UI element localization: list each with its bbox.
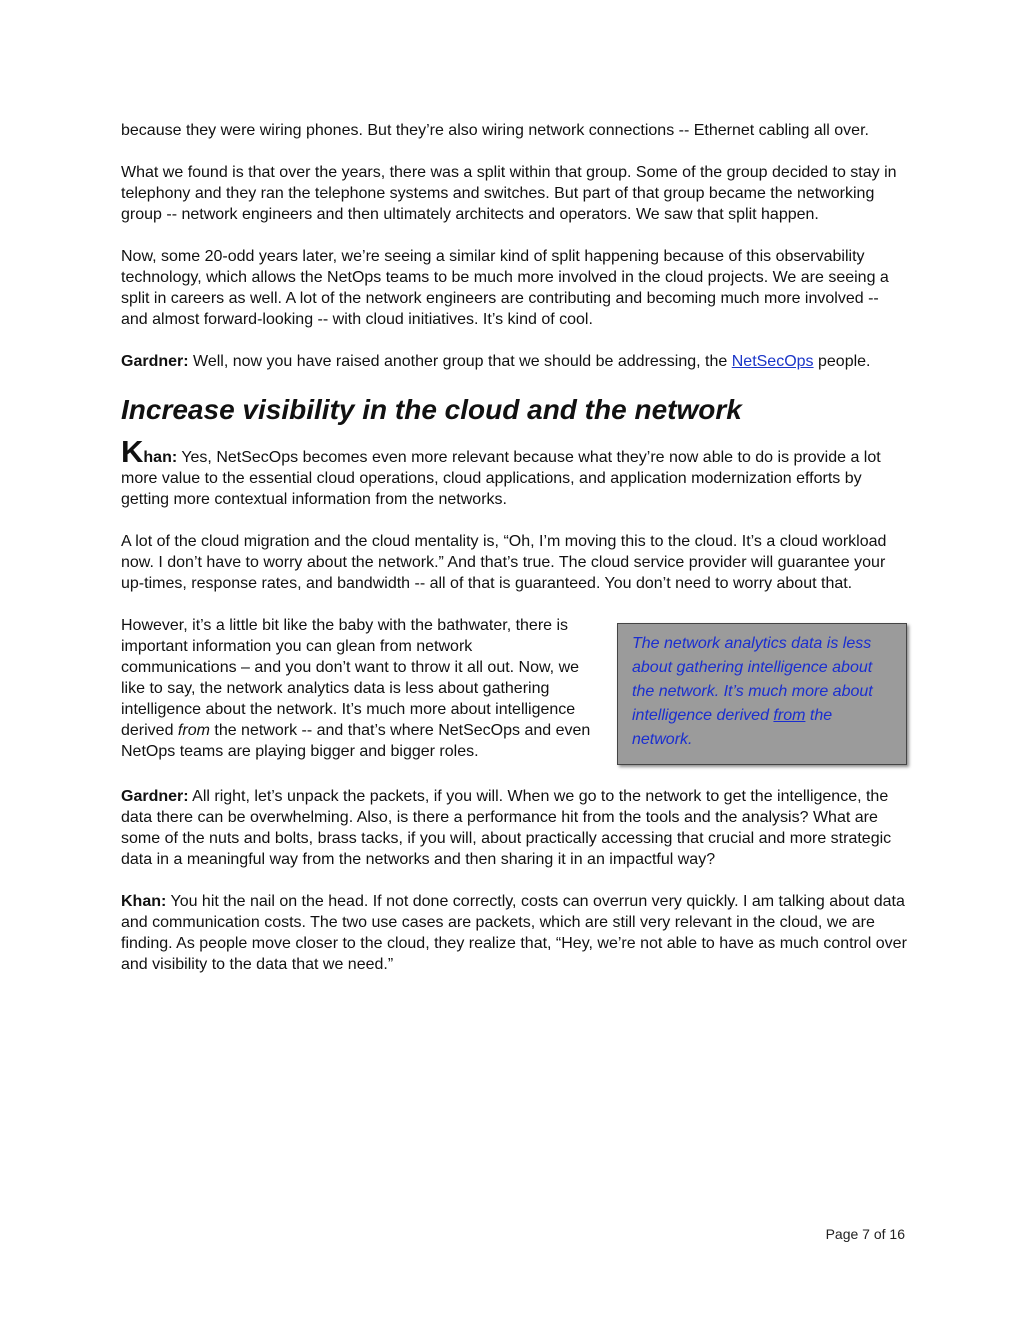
pullquote-text: The network analytics data is less about gathering intelligence about the network. It’s much more about intelligence derived [632,635,873,724]
speaker-label: han: [143,449,178,466]
netsecops-link[interactable]: NetSecOps [731,353,814,370]
drop-cap: K [121,434,144,469]
paragraph-4 [121,351,907,372]
document-page [121,120,907,996]
paragraph-5 [121,434,907,510]
paragraph-text: Well, now you have raised another group that we should be addressing, the [188,353,732,370]
paragraph-text: Yes, NetSecOps becomes even more relevant because what they’re now able to do is provide a lot more value to the essential cloud operations, cloud applications, and application modernization efforts by getting more contextual information from the networks. [121,449,881,508]
paragraph-text: people. [813,353,871,370]
pullquote-box [617,623,907,765]
speaker-label: Gardner: [121,353,189,370]
paragraph-9 [121,891,907,975]
paragraph-6: A lot of the cloud migration and the cloud mentality is, “Oh, I’m moving this to the cloud. It’s a cloud workload now. I don’t have to worry about the network.” And that’s true. The cloud service provider will guarantee your up-times, response rates, and bandwidth -- all of that is guaranteed. You don’t need to worry about that. [121,533,887,592]
page-number: Page 7 of 16 [825,1226,905,1242]
paragraph-1: because they were wiring phones. But they’re also wiring network connections -- Ethernet cabling all over. [121,122,869,139]
emphasis-text: from [177,722,210,739]
paragraph-with-pullquote [121,615,907,765]
paragraph-text: All right, let’s unpack the packets, if you will. When we go to the network to get the intelligence, the data there can be overwhelming. Also, is there a performance hit from the tools and the analysis? What are some of the nuts and bolts, brass tacks, if you will, about practically accessing that crucial and more strategic data in a meaningful way from the networks and then sharing it in an impactful way? [121,788,892,868]
paragraph-2: What we found is that over the years, there was a split within that group. Some of the group decided to stay in telephony and they ran the telephone systems and switches. But part of that group became the networking group -- network engineers and then ultimately architects and operators. We saw that split happen. [121,164,897,223]
paragraph-8 [121,786,907,870]
pullquote-text: the network. [632,707,833,748]
paragraph-text: the network -- and that’s where NetSecOps and even NetOps teams are playing bigger and bigger roles. [121,722,591,760]
speaker-label: Gardner: [121,788,189,805]
paragraph-3: Now, some 20-odd years later, we’re seeing a similar kind of split happening because of this observability technology, which allows the NetOps teams to be much more involved in the cloud projects. We are seeing a split in careers as well. A lot of the network engineers are contributing and becoming much more involved -- and almost forward-looking -- with cloud initiatives. It’s kind of cool. [121,248,889,328]
speaker-label: Khan: [121,893,167,910]
paragraph-text: However, it’s a little bit like the baby with the bathwater, there is important information you can glean from network communications – and you don’t want to throw it all out. Now, we like to say, the network analytics data is less about gathering intelligence about the network. It’s much more about intelligence derived [121,617,580,739]
section-heading: Increase visibility in the cloud and the network [121,394,742,425]
paragraph-text: You hit the nail on the head. If not done correctly, costs can overrun very quickly. I am talking about data and communication costs. The two use cases are packets, which are still very relevant in the cloud, we are finding. As people move closer to the cloud, they realize that, “Hey, we’re not able to have as much control over and visibility to the data that we need.” [121,893,907,973]
pullquote-emphasis: from [773,707,806,724]
paragraph-7 [121,615,591,762]
